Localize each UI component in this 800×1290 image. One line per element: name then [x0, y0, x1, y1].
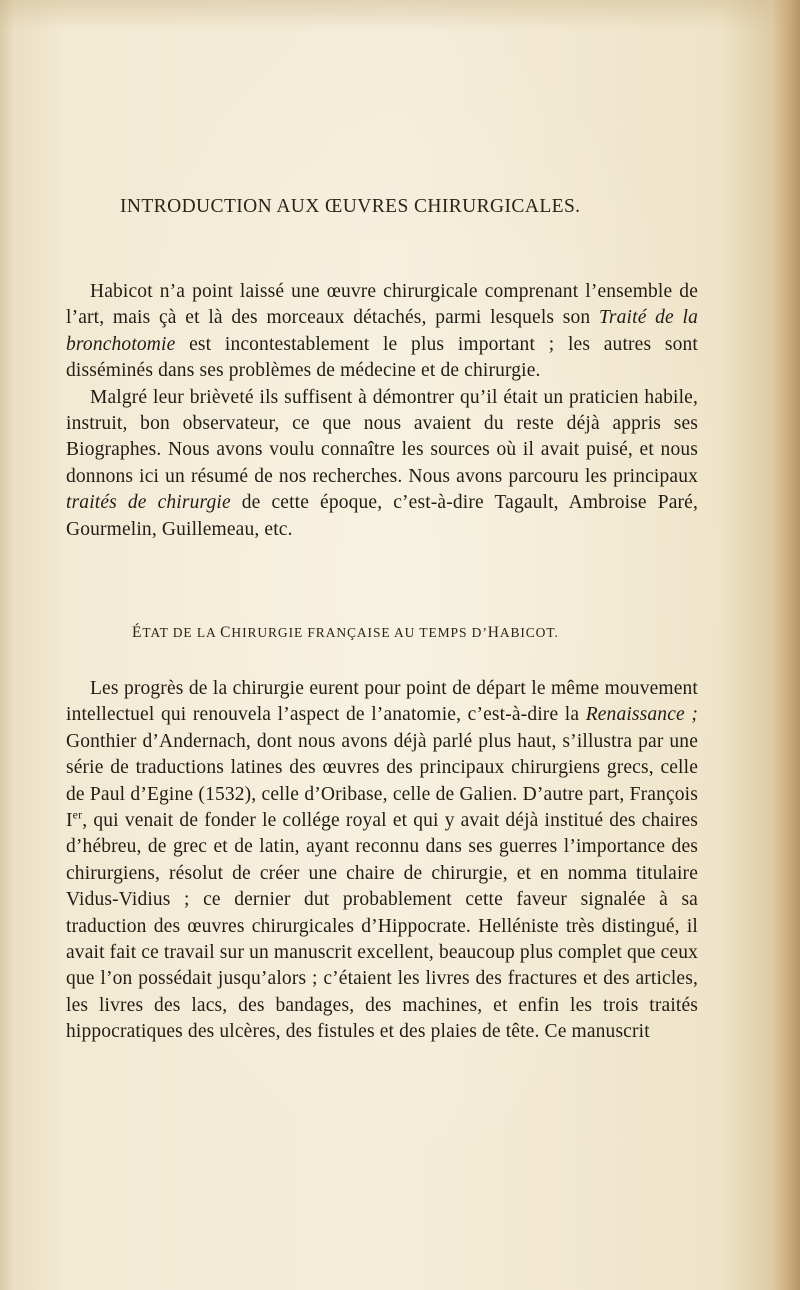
section-heading-cap-c: C: [220, 624, 232, 641]
paragraph-3-superscript: er: [72, 807, 83, 822]
page-top-shadow: [0, 0, 800, 30]
section-heading: [132, 624, 692, 642]
paragraph-1-text-b: est incontestablement le plus important ; les autres sont disséminés dans ses problèmes de médecine et de chirurgie.: [66, 333, 698, 382]
paragraph-1-book-title: Traité de la bronchotomie: [66, 307, 698, 355]
paragraph-3-emphasis: Renaissance ;: [585, 704, 698, 726]
page-left-shadow: [0, 0, 14, 1290]
section-heading-cap-h: H: [487, 624, 500, 641]
section-heading-apostrophe: ’: [482, 625, 488, 640]
page-right-edge-stain: [772, 0, 800, 1290]
section-heading-cap-e: É: [132, 624, 143, 641]
paragraph-2: [66, 385, 698, 543]
paragraph-2-text-b: de cette époque, c’est-à-dire Tagault, Ambroise Paré, Gourmelin, Guillemeau, etc.: [66, 492, 698, 540]
paragraph-3-text-c: , qui venait de fonder le collége royal et qui y avait déjà institué des chaires d’hébreu, de grec et de latin, ayant reconnu dans ses guerres l’importance des chirurgiens, résolut de créer une chaire de chirurgie, et en nomma titulaire Vidus-Vidius ; ce dernier dut probablement cette faveur signalée à sa traduction des œuvres chirurgicales d’Hippocrate. Helléniste très distingué, il avait fait ce travail sur un manuscrit excellent, beaucoup plus complet que ceux que l’on possédait jusqu’alors ; c’étaient les livres des fractures et des articles, les livres des lacs, des bandages, des machines, et enfin les trois traités hippocratiques des ulcères, des fistules et des plaies de tête. Ce manuscrit: [66, 810, 698, 1043]
section-heading-part-1: TAT DE LA: [142, 625, 221, 640]
paragraph-1-text-a: Habicot n’a point laissé une œuvre chirurgicale comprenant l’ensemble de l’art, mais çà et là des morceaux détachés, parmi lesquels son: [66, 281, 698, 329]
paragraph-2-emphasis: traités de chirurgie: [66, 492, 231, 514]
paragraph-1: [66, 279, 698, 385]
running-head: INTRODUCTION AUX ŒUVRES CHIRURGICALES.: [120, 196, 581, 217]
section-heading-part-3: ABICOT.: [499, 625, 559, 640]
paragraph-3-text-a: Les progrès de la chirurgie eurent pour point de départ le même mouvement intellectuel qui renouvela l’aspect de l’anatomie, c’est-à-dire la: [66, 678, 698, 726]
paragraph-3-text-b: Gonthier d’Andernach, dont nous avons déjà parlé plus haut, s’illustra par une série de traductions latines des œuvres des principaux chirurgiens grecs, celle de Paul d’Egine (1532), celle d’Oribase, celle de Galien. D’autre part, François I: [66, 730, 698, 832]
paragraph-3: [66, 676, 698, 1046]
paragraph-2-text-a: Malgré leur brièveté ils suffisent à démontrer qu’il était un praticien habile, instruit, bon observateur, ce que nous avaient du reste déjà appris ses Biographes. Nous avons voulu connaître les sources où il avait puisé, et nous donnons ici un résumé de nos recherches. Nous avons parcouru les principaux: [66, 386, 698, 487]
section-text-block: [66, 676, 698, 1046]
intro-text-block: [66, 279, 698, 543]
section-heading-part-2: HIRURGIE FRANÇAISE AU TEMPS D: [231, 625, 483, 640]
